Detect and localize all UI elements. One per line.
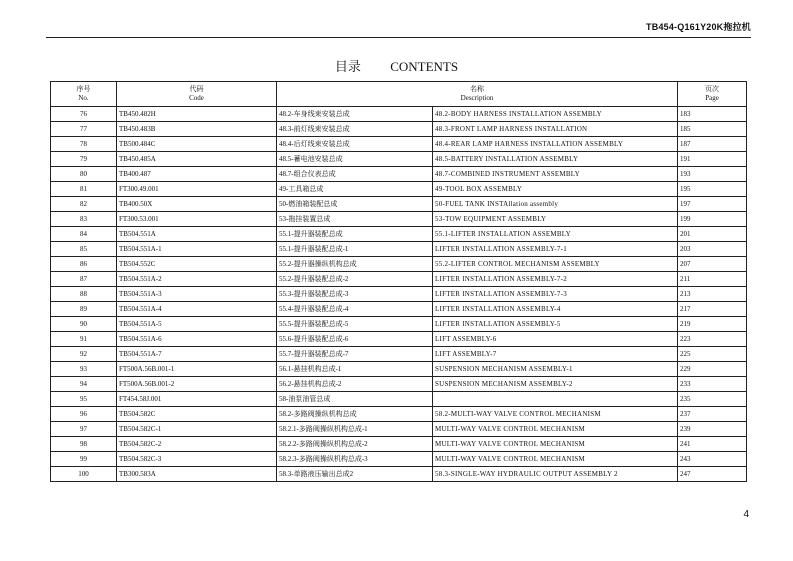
row-number: 84 — [51, 227, 117, 242]
column-header-no — [51, 82, 117, 107]
row-description-cn: 55.1-提升器装配总成-1 — [277, 242, 433, 257]
row-description-cn: 55.3-提升器装配总成-3 — [277, 287, 433, 302]
row-number: 94 — [51, 377, 117, 392]
table-row — [51, 182, 747, 197]
row-description-cn: 56.1-悬挂机构总成-1 — [277, 362, 433, 377]
row-description-en: LIFTER INSTALLATION ASSEMBLY-7-1 — [433, 242, 678, 257]
row-description-cn: 48.7-组合仪表总成 — [277, 167, 433, 182]
row-description-cn: 48.4-后灯线束安装总成 — [277, 137, 433, 152]
row-code: TB504.551A-4 — [117, 302, 277, 317]
row-description-cn: 49-工具箱总成 — [277, 182, 433, 197]
row-description-en: LIFT ASSEMBLY-6 — [433, 332, 678, 347]
column-header-description-cn: 名称 — [470, 85, 484, 93]
row-description-cn: 56.2-悬挂机构总成-2 — [277, 377, 433, 392]
row-description-en: SUSPENSION MECHANISM ASSEMBLY-2 — [433, 377, 678, 392]
table-row — [51, 467, 747, 482]
row-page: 185 — [678, 122, 747, 137]
row-description-cn: 58.3-单路液压输出总成2 — [277, 467, 433, 482]
table-row — [51, 137, 747, 152]
row-page: 207 — [678, 257, 747, 272]
row-description-en: 48.5-BATTERY INSTALLATION ASSEMBLY — [433, 152, 678, 167]
row-code: TB450.483B — [117, 122, 277, 137]
row-description-en: 49-TOOL BOX ASSEMBLY — [433, 182, 678, 197]
column-header-description-en: Description — [460, 94, 494, 102]
row-code: FT500A.56B.001-1 — [117, 362, 277, 377]
row-page: 237 — [678, 407, 747, 422]
row-code: TB504.551A-7 — [117, 347, 277, 362]
row-description-cn: 58.2.3-多路阀操纵机构总成-3 — [277, 452, 433, 467]
row-description-en: 53-TOW EQUIPMENT ASSEMBLY — [433, 212, 678, 227]
table-row — [51, 332, 747, 347]
row-code: FT500A.56B.001-2 — [117, 377, 277, 392]
table-row — [51, 212, 747, 227]
row-description-cn: 58.2.2-多路阀操纵机构总成-2 — [277, 437, 433, 452]
row-code: TB504.551A-6 — [117, 332, 277, 347]
row-description-en: MULTI-WAY VALVE CONTROL MECHANISM — [433, 422, 678, 437]
table-row — [51, 152, 747, 167]
row-description-cn: 48.3-前灯线束安装总成 — [277, 122, 433, 137]
row-description-cn: 55.5-提升器装配总成-5 — [277, 317, 433, 332]
column-header-page-en: Page — [705, 94, 719, 102]
row-page: 233 — [678, 377, 747, 392]
row-code: TB450.485A — [117, 152, 277, 167]
row-number: 85 — [51, 242, 117, 257]
row-description-en: 58.2-MULTI-WAY VALVE CONTROL MECHANISM — [433, 407, 678, 422]
row-number: 78 — [51, 137, 117, 152]
row-number: 98 — [51, 437, 117, 452]
row-description-en: LIFTER INSTALLATION ASSEMBLY-5 — [433, 317, 678, 332]
table-row — [51, 272, 747, 287]
row-description-en: 48.2-BODY HARNESS INSTALLATION ASSEMBLY — [433, 107, 678, 122]
document-header-model: TB454-Q161Y20K拖拉机 — [646, 22, 751, 32]
table-body — [51, 107, 747, 482]
row-page: 183 — [678, 107, 747, 122]
row-code: TB504.551A-1 — [117, 242, 277, 257]
row-description-cn: 55.7-提升器装配总成-7 — [277, 347, 433, 362]
row-number: 83 — [51, 212, 117, 227]
row-description-en: 58.3-SINGLE-WAY HYDRAULIC OUTPUT ASSEMBLY 2 — [433, 467, 678, 482]
row-description-en: 48.3-FRONT LAMP HARNESS INSTALLATION — [433, 122, 678, 137]
row-description-cn: 58.2.1-多路阀操纵机构总成-1 — [277, 422, 433, 437]
column-header-code-en: Code — [189, 94, 204, 102]
row-number: 88 — [51, 287, 117, 302]
row-page: 223 — [678, 332, 747, 347]
row-code: TB300.583A — [117, 467, 277, 482]
table-row — [51, 287, 747, 302]
title-english: CONTENTS — [390, 59, 459, 74]
row-number: 99 — [51, 452, 117, 467]
row-number: 96 — [51, 407, 117, 422]
row-number: 79 — [51, 152, 117, 167]
row-code: TB504.582C-2 — [117, 437, 277, 452]
row-description-cn: 55.4-提升器装配总成-4 — [277, 302, 433, 317]
table-row — [51, 362, 747, 377]
row-page: 229 — [678, 362, 747, 377]
row-number: 90 — [51, 317, 117, 332]
row-page: 217 — [678, 302, 747, 317]
row-description-cn: 55.1-提升器装配总成 — [277, 227, 433, 242]
row-number: 86 — [51, 257, 117, 272]
row-code: TB400.487 — [117, 167, 277, 182]
row-page: 219 — [678, 317, 747, 332]
row-page: 203 — [678, 242, 747, 257]
column-header-code-cn: 代码 — [189, 85, 204, 93]
column-header-no-en: No. — [78, 94, 89, 102]
row-code: TB504.582C — [117, 407, 277, 422]
row-number: 91 — [51, 332, 117, 347]
table-row — [51, 107, 747, 122]
row-description-en: LIFTER INSTALLATION ASSEMBLY-7-2 — [433, 272, 678, 287]
row-page: 195 — [678, 182, 747, 197]
row-page: 197 — [678, 197, 747, 212]
row-description-cn: 55.2-提升器操纵机构总成 — [277, 257, 433, 272]
page-title — [0, 56, 793, 75]
row-code: FT300.49.001 — [117, 182, 277, 197]
row-number: 93 — [51, 362, 117, 377]
row-page: 187 — [678, 137, 747, 152]
row-page: 201 — [678, 227, 747, 242]
row-description-en: 50-FUEL TANK INSTAllation assembly — [433, 197, 678, 212]
row-description-cn: 58-油泵油管总成 — [277, 392, 433, 407]
row-code: FT300.53.001 — [117, 212, 277, 227]
row-code: TB504.551A-2 — [117, 272, 277, 287]
header-divider — [46, 37, 751, 38]
column-header-code — [117, 82, 277, 107]
row-description-cn: 53-拖挂装置总成 — [277, 212, 433, 227]
row-code: TB504.582C-3 — [117, 452, 277, 467]
row-number: 76 — [51, 107, 117, 122]
row-description-en: 55.1-LIFTER INSTALLATION ASSEMBLY — [433, 227, 678, 242]
row-page: 235 — [678, 392, 747, 407]
row-number: 77 — [51, 122, 117, 137]
row-description-cn: 55.6-提升器装配总成-6 — [277, 332, 433, 347]
column-header-no-cn: 序号 — [76, 85, 91, 93]
row-code: TB504.582C-1 — [117, 422, 277, 437]
table-row — [51, 407, 747, 422]
row-description-en: 48.7-COMBINED INSTRUMENT ASSEMBLY — [433, 167, 678, 182]
row-number: 82 — [51, 197, 117, 212]
row-code: TB504.551A-5 — [117, 317, 277, 332]
row-number: 87 — [51, 272, 117, 287]
row-description-cn: 58.2-多路阀操纵机构总成 — [277, 407, 433, 422]
row-number: 97 — [51, 422, 117, 437]
table-header-row — [51, 82, 747, 107]
row-description-en: MULTI-WAY VALVE CONTROL MECHANISM — [433, 452, 678, 467]
row-page: 247 — [678, 467, 747, 482]
row-description-en: LIFT ASSEMBLY-7 — [433, 347, 678, 362]
row-description-en — [433, 392, 678, 407]
table-row — [51, 452, 747, 467]
row-description-en: 48.4-REAR LAMP HARNESS INSTALLATION ASSEMBLY — [433, 137, 678, 152]
row-description-cn: 48.2-车身线束安装总成 — [277, 107, 433, 122]
row-description-en: LIFTER INSTALLATION ASSEMBLY-7-3 — [433, 287, 678, 302]
contents-table — [50, 81, 747, 482]
row-code: TB504.552C — [117, 257, 277, 272]
row-page: 243 — [678, 452, 747, 467]
row-number: 95 — [51, 392, 117, 407]
row-number: 100 — [51, 467, 117, 482]
column-header-description — [277, 82, 678, 107]
row-page: 199 — [678, 212, 747, 227]
row-number: 81 — [51, 182, 117, 197]
table-row — [51, 317, 747, 332]
row-page: 211 — [678, 272, 747, 287]
row-page: 191 — [678, 152, 747, 167]
row-page: 213 — [678, 287, 747, 302]
row-page: 225 — [678, 347, 747, 362]
table-row — [51, 422, 747, 437]
row-number: 92 — [51, 347, 117, 362]
table-row — [51, 242, 747, 257]
table-row — [51, 227, 747, 242]
row-description-en: MULTI-WAY VALVE CONTROL MECHANISM — [433, 437, 678, 452]
table-row — [51, 167, 747, 182]
row-description-cn: 50-燃油箱装配总成 — [277, 197, 433, 212]
row-page: 193 — [678, 167, 747, 182]
column-header-page — [678, 82, 747, 107]
row-description-en: 55.2-LIFTER CONTROL MECHANISM ASSEMBLY — [433, 257, 678, 272]
table-row — [51, 122, 747, 137]
row-description-en: SUSPENSION MECHANISM ASSEMBLY-1 — [433, 362, 678, 377]
table-row — [51, 347, 747, 362]
table-row — [51, 302, 747, 317]
row-number: 80 — [51, 167, 117, 182]
row-description-en: LIFTER INSTALLATION ASSEMBLY-4 — [433, 302, 678, 317]
column-header-page-cn: 页次 — [705, 85, 720, 93]
title-chinese: 目录 — [334, 59, 361, 74]
row-code: TB450.482H — [117, 107, 277, 122]
row-code: FT454.58J.001 — [117, 392, 277, 407]
table-row — [51, 392, 747, 407]
row-description-cn: 55.2-提升器装配总成-2 — [277, 272, 433, 287]
row-description-cn: 48.5-蓄电池安装总成 — [277, 152, 433, 167]
row-code: TB504.551A-3 — [117, 287, 277, 302]
table-row — [51, 257, 747, 272]
row-code: TB504.551A — [117, 227, 277, 242]
row-page: 241 — [678, 437, 747, 452]
table-row — [51, 197, 747, 212]
row-page: 239 — [678, 422, 747, 437]
table-row — [51, 437, 747, 452]
row-code: TB500.484C — [117, 137, 277, 152]
row-code: TB400.50X — [117, 197, 277, 212]
table-row — [51, 377, 747, 392]
page-number: 4 — [743, 509, 749, 520]
row-number: 89 — [51, 302, 117, 317]
